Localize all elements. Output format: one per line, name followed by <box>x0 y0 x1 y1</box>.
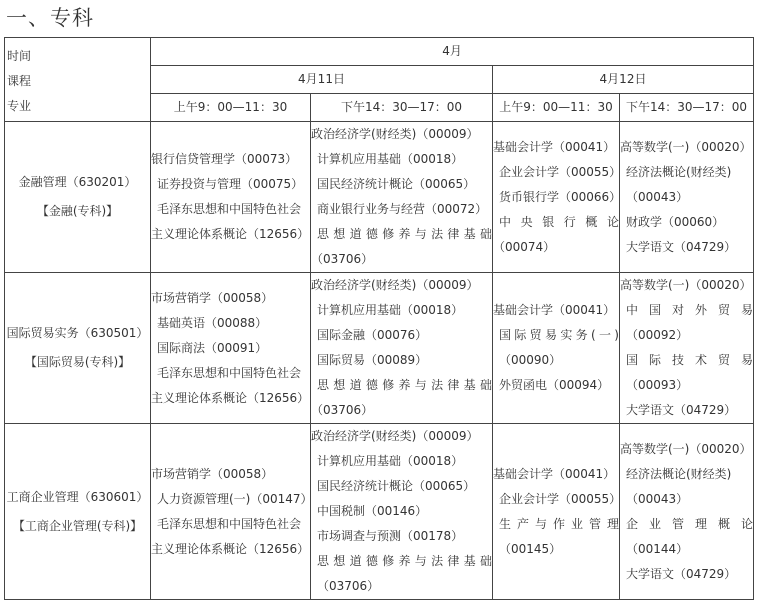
course-item: （03706） <box>317 579 380 593</box>
course-item: 主义理论体系概论（12656） <box>151 541 310 556</box>
course-item: 高等数学(一)（00020） <box>620 441 752 456</box>
course-item: 毛泽东思想和中国特色社会 <box>157 365 302 380</box>
course-item: 商业银行业务与经营（00072） <box>317 202 488 216</box>
course-item: 外贸函电（00094） <box>499 378 610 392</box>
course-item: （00074） <box>493 239 556 254</box>
course-item: 中国对外贸易 <box>626 303 754 317</box>
corner-header <box>5 38 151 122</box>
corner-course: 课程 <box>7 74 32 88</box>
major-cell <box>5 122 151 273</box>
course-item: 大学语文（04729） <box>626 403 737 417</box>
course-item: （00090） <box>499 353 562 367</box>
course-item: 计算机应用基础（00018） <box>317 454 464 468</box>
course-item: 政治经济学(财经类)（00009） <box>311 127 479 141</box>
major-name: 工商企业管理（630601） <box>6 489 149 504</box>
course-item: 高等数学(一)（00020） <box>620 278 752 292</box>
major-name: 金融管理（630201） <box>18 175 137 189</box>
major-cell <box>5 273 151 424</box>
course-item: 生产与作业管理 <box>499 516 619 531</box>
course-cell <box>151 122 311 273</box>
exam-schedule-table <box>4 37 754 600</box>
course-item: （00145） <box>499 541 562 556</box>
course-item: 大学语文（04729） <box>626 239 737 254</box>
course-item: 中国税制（00146） <box>317 504 428 518</box>
course-item: （00092） <box>626 328 689 342</box>
course-item: （03706） <box>311 403 374 417</box>
course-item: 国际金融（00076） <box>317 328 428 342</box>
course-cell <box>620 273 754 424</box>
course-item: 计算机应用基础（00018） <box>317 152 464 166</box>
course-item: 高等数学(一)（00020） <box>620 139 752 154</box>
day1-header: 4月11日 <box>151 66 493 94</box>
course-item: 经济法概论(财经类) <box>626 164 732 179</box>
course-item: 思想道德修养与法律基础 <box>317 554 492 568</box>
table-row <box>5 122 754 273</box>
course-cell <box>151 273 311 424</box>
major-subtitle: 【工商企业管理(专科)】 <box>12 518 143 533</box>
major-name: 国际贸易实务（630501） <box>6 326 149 340</box>
course-item: （00093） <box>626 378 689 392</box>
course-cell <box>311 122 493 273</box>
course-item: 市场营销学（00058） <box>151 466 274 481</box>
course-item: 国际贸易实务(一) <box>499 328 619 342</box>
course-item: 政治经济学(财经类)（00009） <box>311 429 479 443</box>
slot-header: 上午9：00—11：30 <box>151 94 311 122</box>
course-cell <box>620 424 754 600</box>
course-item: 企业管理概论 <box>626 516 754 531</box>
course-item: 人力资源管理(一)（00147） <box>157 491 313 506</box>
major-subtitle: 【国际贸易(专科)】 <box>24 355 131 369</box>
course-item: 经济法概论(财经类) <box>626 466 732 481</box>
corner-major: 专业 <box>7 99 32 113</box>
course-item: 市场调查与预测（00178） <box>317 529 464 543</box>
course-item: 思想道德修养与法律基础 <box>317 227 492 241</box>
course-item: 毛泽东思想和中国特色社会 <box>157 516 302 531</box>
course-item: 基础会计学（00041） <box>493 466 616 481</box>
course-item: 基础英语（00088） <box>157 315 268 330</box>
course-item: 计算机应用基础（00018） <box>317 303 464 317</box>
course-item: 财政学（00060） <box>626 214 725 229</box>
course-item: 国际商法（00091） <box>157 340 268 355</box>
course-item: 主义理论体系概论（12656） <box>151 227 310 241</box>
course-item: 基础会计学（00041） <box>493 303 616 317</box>
course-item: 国民经济统计概论（00065） <box>317 479 476 493</box>
course-item: 企业会计学（00055） <box>499 164 622 179</box>
course-item: （00144） <box>626 541 689 556</box>
course-cell <box>151 424 311 600</box>
section-heading: 一、专科 <box>6 6 94 30</box>
major-cell <box>5 424 151 600</box>
slot-header: 下午14：30—17：00 <box>311 94 493 122</box>
table-row <box>5 273 754 424</box>
course-item: （03706） <box>311 252 374 266</box>
course-item: （00043） <box>626 189 689 204</box>
course-item: 企业会计学（00055） <box>499 491 622 506</box>
month-header: 4月 <box>151 38 754 66</box>
course-cell <box>620 122 754 273</box>
table-row <box>5 424 754 600</box>
course-item: 中央银行概论 <box>499 214 619 229</box>
course-item: 大学语文（04729） <box>626 566 737 581</box>
course-item: 证券投资与管理（00075） <box>157 177 304 191</box>
course-item: 基础会计学（00041） <box>493 139 616 154</box>
day2-header: 4月12日 <box>493 66 754 94</box>
slot-header: 下午14：30—17：00 <box>620 94 754 122</box>
course-cell <box>493 273 620 424</box>
course-item: （00043） <box>626 491 689 506</box>
course-cell <box>493 122 620 273</box>
course-cell <box>311 424 493 600</box>
slot-header: 上午9：00—11：30 <box>493 94 620 122</box>
course-cell <box>311 273 493 424</box>
course-item: 思想道德修养与法律基础 <box>317 378 492 392</box>
course-item: 货币银行学（00066） <box>499 189 622 204</box>
course-item: 国际技术贸易 <box>626 353 754 367</box>
course-item: 毛泽东思想和中国特色社会 <box>157 202 302 216</box>
major-subtitle: 【金融(专科)】 <box>36 204 119 218</box>
course-item: 银行信贷管理学（00073） <box>151 152 298 166</box>
course-cell <box>493 424 620 600</box>
corner-time: 时间 <box>7 49 32 63</box>
course-item: 政治经济学(财经类)（00009） <box>311 278 479 292</box>
course-item: 国际贸易（00089） <box>317 353 428 367</box>
course-item: 主义理论体系概论（12656） <box>151 390 310 405</box>
course-item: 国民经济统计概论（00065） <box>317 177 476 191</box>
course-item: 市场营销学（00058） <box>151 290 274 305</box>
